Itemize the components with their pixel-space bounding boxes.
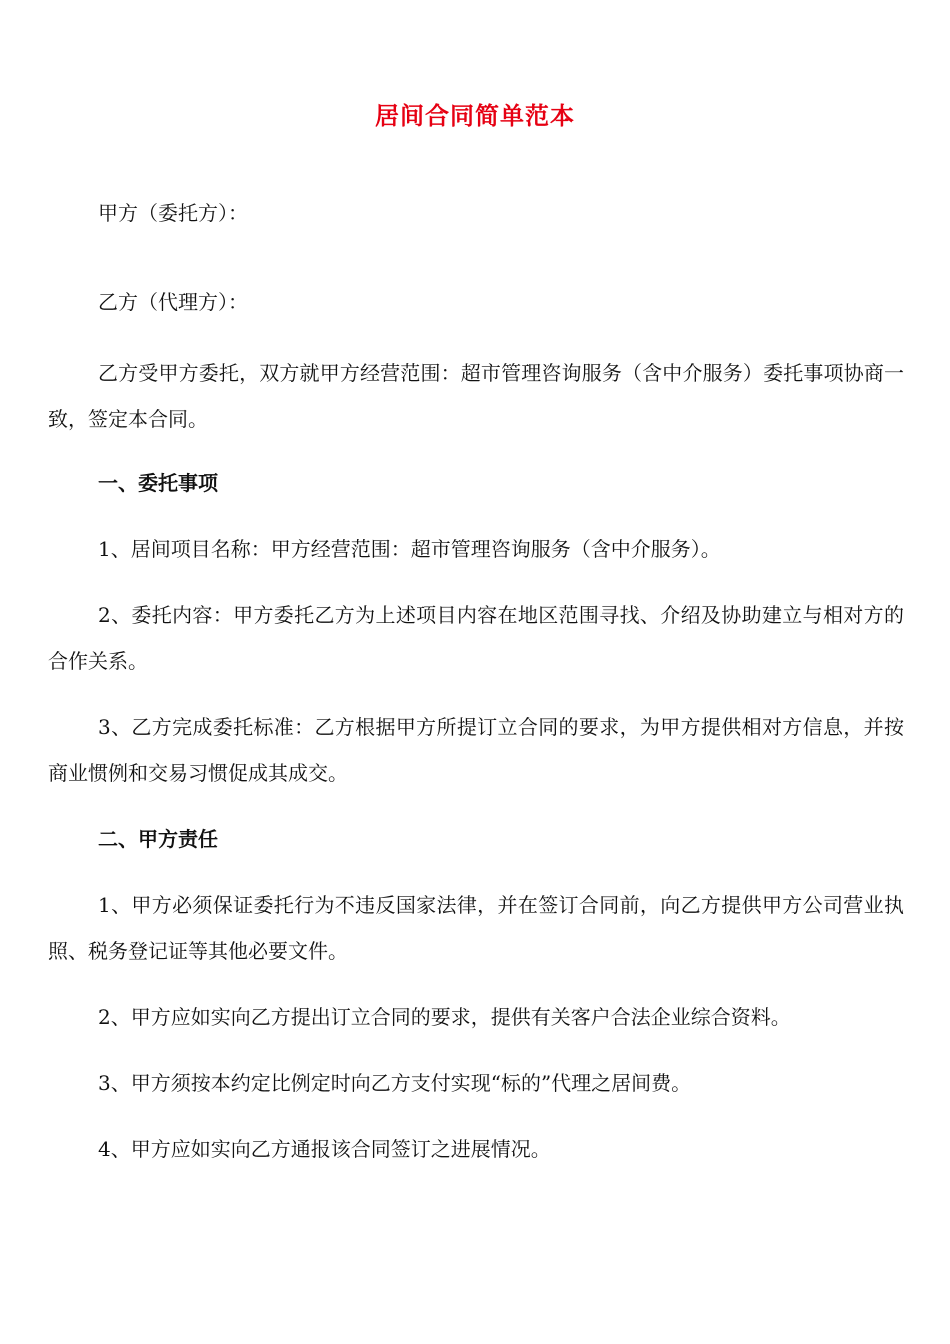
section-1-item-2: 2、委托内容：甲方委托乙方为上述项目内容在地区范围寻找、介绍及协助建立与相对方的合作关系。 [48, 603, 904, 673]
section-1-heading: 一、委托事项 [98, 471, 218, 495]
section-2-item-4: 4、甲方应如实向乙方通报该合同签订之进展情况。 [98, 1137, 551, 1161]
document-title: 居间合同简单范本 [375, 102, 575, 130]
party-a-line: 甲方（委托方）： [98, 201, 248, 225]
section-2-item-1: 1、甲方必须保证委托行为不违反国家法律，并在签订合同前，向乙方提供甲方公司营业执照、税务登记证等其他必要文件。 [48, 893, 904, 963]
section-2-heading: 二、甲方责任 [98, 827, 218, 851]
section-2-item-3: 3、甲方须按本约定比例定时向乙方支付实现“标的”代理之居间费。 [98, 1071, 692, 1095]
intro-paragraph: 乙方受甲方委托，双方就甲方经营范围：超市管理咨询服务（含中介服务）委托事项协商一致，签定本合同。 [48, 361, 904, 431]
section-1-item-1: 1、居间项目名称：甲方经营范围：超市管理咨询服务（含中介服务）。 [98, 537, 721, 561]
section-2-item-2: 2、甲方应如实向乙方提出订立合同的要求，提供有关客户合法企业综合资料。 [98, 1005, 791, 1029]
party-b-line: 乙方（代理方）： [98, 290, 248, 314]
section-1-item-3: 3、乙方完成委托标准：乙方根据甲方所提订立合同的要求，为甲方提供相对方信息，并按商业惯例和交易习惯促成其成交。 [48, 715, 904, 785]
